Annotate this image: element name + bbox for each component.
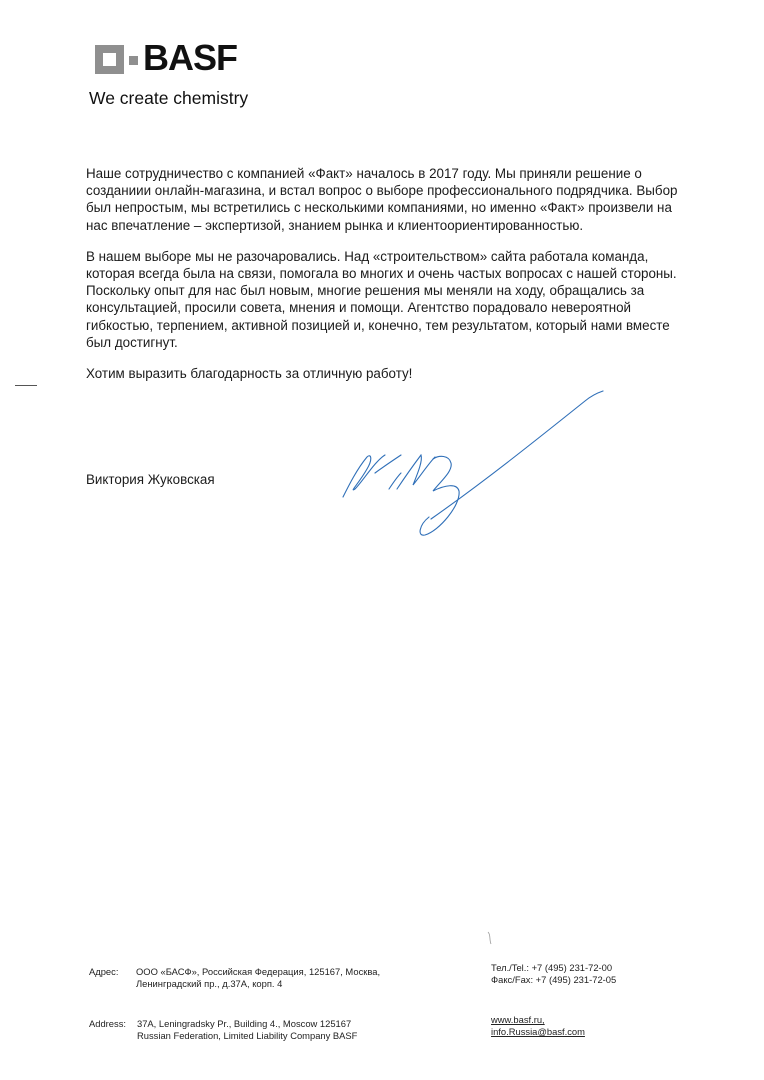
- footer-address-en-line2: Russian Federation, Limited Liability Company BASF: [137, 1030, 358, 1041]
- footer-address-en: [137, 1018, 457, 1042]
- margin-fold-mark: [15, 385, 37, 386]
- scan-speck: [485, 930, 495, 948]
- signer-name: Виктория Жуковская: [86, 472, 215, 487]
- footer-address-ru-label: Адрес:: [89, 966, 119, 977]
- footer-address-en-line1: 37A, Leningradsky Pr., Building 4., Moscow 125167: [137, 1018, 352, 1029]
- paragraph-2: В нашем выборе мы не разочаровались. Над «строительством» сайта работала команда, которая всегда была на связи, помогала во многих и очень частых вопросах с нашей стороны. Поскольку опыт для нас был новым, многие решения мы меняли на ходу, обращались за консультацией, просили совета, мнения и помощи. Агентство порадовало невероятной гибкостью, терпением, активной позицией и, конечно, тем результатом, который нами вместе был достигнут.: [86, 248, 677, 350]
- footer-address-ru: [136, 966, 456, 990]
- paragraph-3: Хотим выразить благодарность за отличную работу!: [86, 366, 413, 382]
- logo-small-square-icon: [129, 56, 138, 65]
- tagline: We create chemistry: [89, 88, 249, 108]
- footer-links: [491, 1014, 585, 1038]
- footer-address-ru-line2: Ленинградский пр., д.37А, корп. 4: [136, 978, 283, 989]
- footer-website-link[interactable]: www.basf.ru,: [491, 1014, 545, 1025]
- footer-contacts: [491, 962, 616, 986]
- handwritten-signature: [335, 385, 615, 545]
- footer-email-link[interactable]: info.Russia@basf.com: [491, 1026, 585, 1037]
- logo-wordmark: BASF: [143, 37, 237, 78]
- logo-square-icon: [95, 45, 124, 74]
- footer-phone: Тел./Tel.: +7 (495) 231-72-00: [491, 962, 613, 973]
- footer-address-ru-line1: ООО «БАСФ», Российская Федерация, 125167, Москва,: [136, 966, 381, 977]
- letter-body: [86, 165, 686, 396]
- paragraph-1: Наше сотрудничество с компанией «Факт» началось в 2017 году. Мы приняли решение о созданиии онлайн-магазина, и встал вопрос о выборе профессионального подрядчика. Выбор был непростым, мы встретились с несколькими компаниями, но именно «Факт» произвели на нас впечатление – экспертизой, знанием рынка и клиентоориентированностью.: [86, 166, 678, 233]
- footer-address-en-label: Address:: [89, 1018, 126, 1029]
- footer-fax: Факс/Fax: +7 (495) 231-72-05: [491, 974, 617, 985]
- logo-square-hole: [103, 53, 116, 66]
